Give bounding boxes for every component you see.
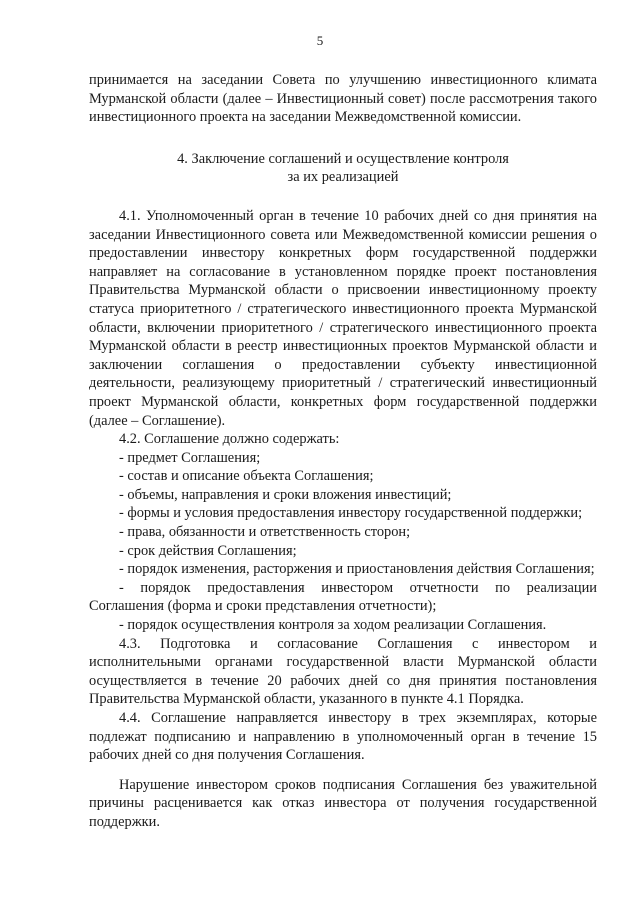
list-item: - порядок осуществления контроля за ходом реализации Соглашения. (119, 617, 547, 634)
paragraph-4-3: 4.3. Подготовка и согласование Соглашения с инвестором и исполнительными органами государственной власти Мурманской области осуществляется в течение 20 рабочих дней со дня принятия постановления Правительства Мурманской области, указанного в пункте 4.1 Порядка. (89, 635, 597, 708)
list-item: - срок действия Соглашения; (119, 542, 297, 559)
list-item: - порядок изменения, расторжения и приостановления действия Соглашения; (119, 561, 595, 578)
section-heading-line-2: за их реализацией (287, 169, 399, 186)
document-body (89, 71, 597, 832)
paragraph-4-2: 4.2. Соглашение должно содержать: (119, 431, 340, 448)
list-item: - предмет Соглашения; (119, 449, 261, 466)
list-item: - состав и описание объекта Соглашения; (119, 468, 374, 485)
section-heading-line-1: 4. Заключение соглашений и осуществление контроля (177, 150, 509, 167)
paragraph-4-1: 4.1. Уполномоченный орган в течение 10 рабочих дней со дня принятия на заседании Инвестиционного совета или Межведомственной комиссии решения о предоставлении инвестору конкретных форм государственной поддержки направляет на согласование в установленном порядке проект постановления Правительства Мурманской области о присвоении инвестиционному проекту статуса приоритетного / стратегического инвестиционного проекта Мурманской области, включении приоритетного / стратегического инвестиционного проекта Мурманской области в реестр инвестиционных проектов Мурманской области и заключении соглашения о предоставлении субъекту инвестиционной деятельности, реализующему приоритетный / стратегический инвестиционный проект Мурманской области, конкретных форм государственной поддержки (далее – Соглашение). (89, 207, 597, 429)
list-item: - объемы, направления и сроки вложения инвестиций; (119, 486, 452, 503)
list-item: - порядок предоставления инвестором отчетности по реализации Соглашения (форма и сроки представления отчетности); (89, 579, 597, 615)
page-number: 5 (316, 33, 324, 48)
paragraph-continuation: принимается на заседании Совета по улучшению инвестиционного климата Мурманской области (далее – Инвестиционный совет) после рассмотрения такого инвестиционного проекта на заседании Межведомственной комиссии. (89, 72, 597, 126)
paragraph-4-4: 4.4. Соглашение направляется инвестору в трех экземплярах, которые подлежат подписанию и направлению в уполномоченный орган в течение 15 рабочих дней со дня получения Соглашения. (89, 710, 597, 764)
section-heading (89, 150, 597, 187)
list-item: - формы и условия предоставления инвестору государственной поддержки; (119, 505, 583, 522)
list-item: - права, обязанности и ответственность сторон; (119, 524, 411, 541)
paragraph-violation: Нарушение инвестором сроков подписания Соглашения без уважительной причины расценивается как отказ инвестора от получения государственной поддержки. (89, 776, 597, 830)
